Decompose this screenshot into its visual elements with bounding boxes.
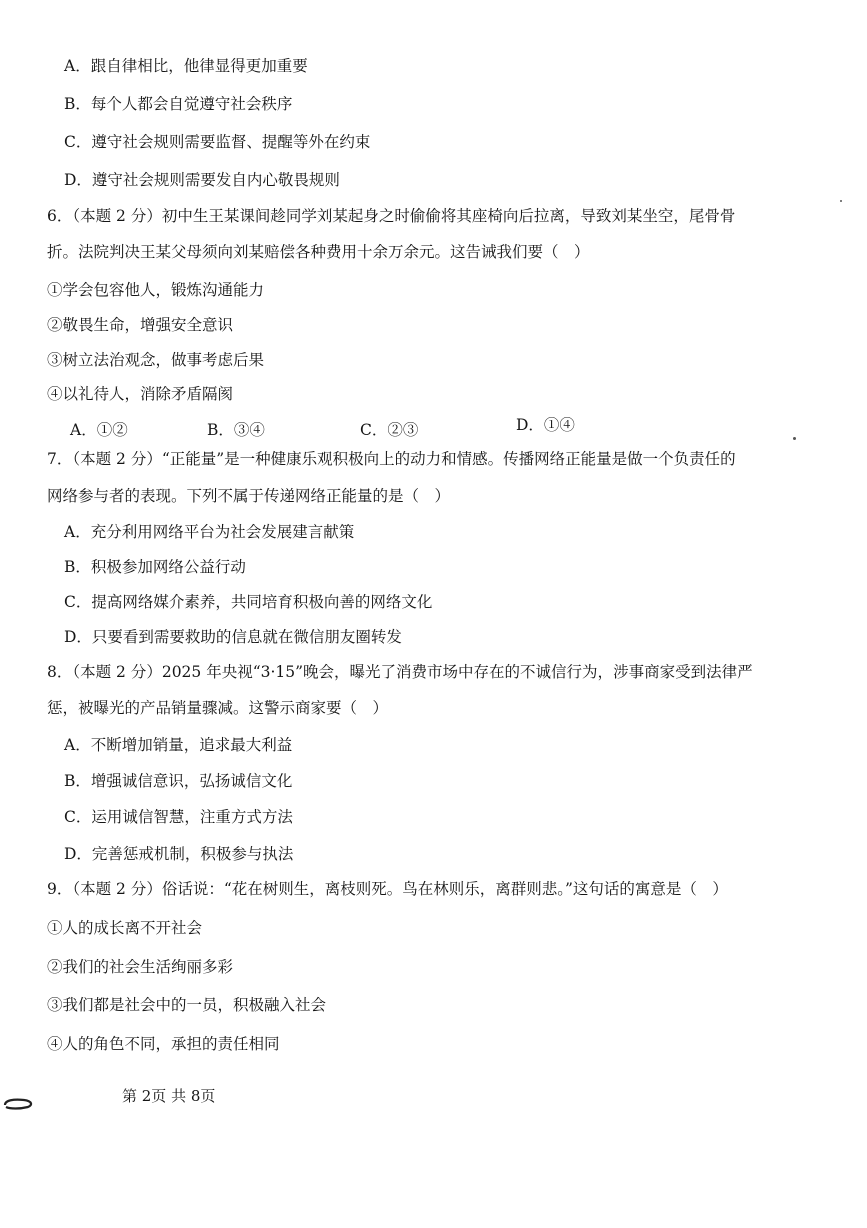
q6-option-a: A．①② xyxy=(70,421,128,439)
q5-option-a: A．跟自律相比，他律显得更加重要 xyxy=(64,57,308,75)
scan-speck xyxy=(793,437,796,440)
scan-mark-icon xyxy=(2,1096,36,1112)
q6-stem-line1: 6．（本题 2 分）初中生王某课间趁同学刘某起身之时偷偷将其座椅向后拉离，导致刘某坐空，尾骨骨 xyxy=(47,207,736,225)
q6-item-3: ③树立法治观念，做事考虑后果 xyxy=(47,351,265,369)
q6-stem-line2: 折。法院判决王某父母须向刘某赔偿各种费用十余万余元。这告诫我们要（ ） xyxy=(47,243,590,261)
q7-option-b: B．积极参加网络公益行动 xyxy=(64,558,246,576)
q7-option-a: A．充分利用网络平台为社会发展建言献策 xyxy=(64,523,355,541)
q8-option-d: D．完善惩戒机制，积极参与执法 xyxy=(64,845,294,863)
q9-item-3: ③我们都是社会中的一员，积极融入社会 xyxy=(47,996,327,1014)
q9-stem-line1: 9．（本题 2 分）俗话说：“花在树则生，离枝则死。鸟在林则乐，离群则悲。”这句话的寓意是（ ） xyxy=(47,880,728,898)
page-number: 第 2页 共 8页 xyxy=(122,1087,216,1105)
q9-item-1: ①人的成长离不开社会 xyxy=(47,919,203,937)
q8-option-a: A．不断增加销量，追求最大利益 xyxy=(64,736,293,754)
scan-speck xyxy=(840,200,842,202)
q5-option-d: D．遵守社会规则需要发自内心敬畏规则 xyxy=(64,171,340,189)
q8-option-b: B．增强诚信意识，弘扬诚信文化 xyxy=(64,772,293,790)
q5-option-c: C．遵守社会规则需要监督、提醒等外在约束 xyxy=(64,133,371,151)
q6-item-4: ④以礼待人，消除矛盾隔阂 xyxy=(47,385,234,403)
q6-option-c: C．②③ xyxy=(360,421,419,439)
q6-item-2: ②敬畏生命，增强安全意识 xyxy=(47,316,234,334)
q9-item-2: ②我们的社会生活绚丽多彩 xyxy=(47,958,234,976)
q7-option-d: D．只要看到需要救助的信息就在微信朋友圈转发 xyxy=(64,628,402,646)
q8-stem-line2: 惩，被曝光的产品销量骤减。这警示商家要（ ） xyxy=(47,699,389,717)
q9-item-4: ④人的角色不同，承担的责任相同 xyxy=(47,1035,280,1053)
q6-item-1: ①学会包容他人，锻炼沟通能力 xyxy=(47,281,265,299)
q7-stem-line2: 网络参与者的表现。下列不属于传递网络正能量的是（ ） xyxy=(47,487,451,505)
q7-stem-line1: 7．（本题 2 分）“正能量”是一种健康乐观积极向上的动力和情感。传播网络正能量是做一个负责任的 xyxy=(47,450,736,468)
q8-stem-line1: 8．（本题 2 分）2025 年央视“3·15”晚会，曝光了消费市场中存在的不诚信行为，涉事商家受到法律严 xyxy=(47,663,753,681)
q8-option-c: C．运用诚信智慧，注重方式方法 xyxy=(64,808,293,826)
q6-options-row xyxy=(70,418,670,438)
q5-option-b: B．每个人都会自觉遵守社会秩序 xyxy=(64,95,293,113)
q6-option-d: D．①④ xyxy=(516,416,575,434)
q7-option-c: C．提高网络媒介素养，共同培育积极向善的网络文化 xyxy=(64,593,433,611)
q6-option-b: B．③④ xyxy=(207,421,265,439)
